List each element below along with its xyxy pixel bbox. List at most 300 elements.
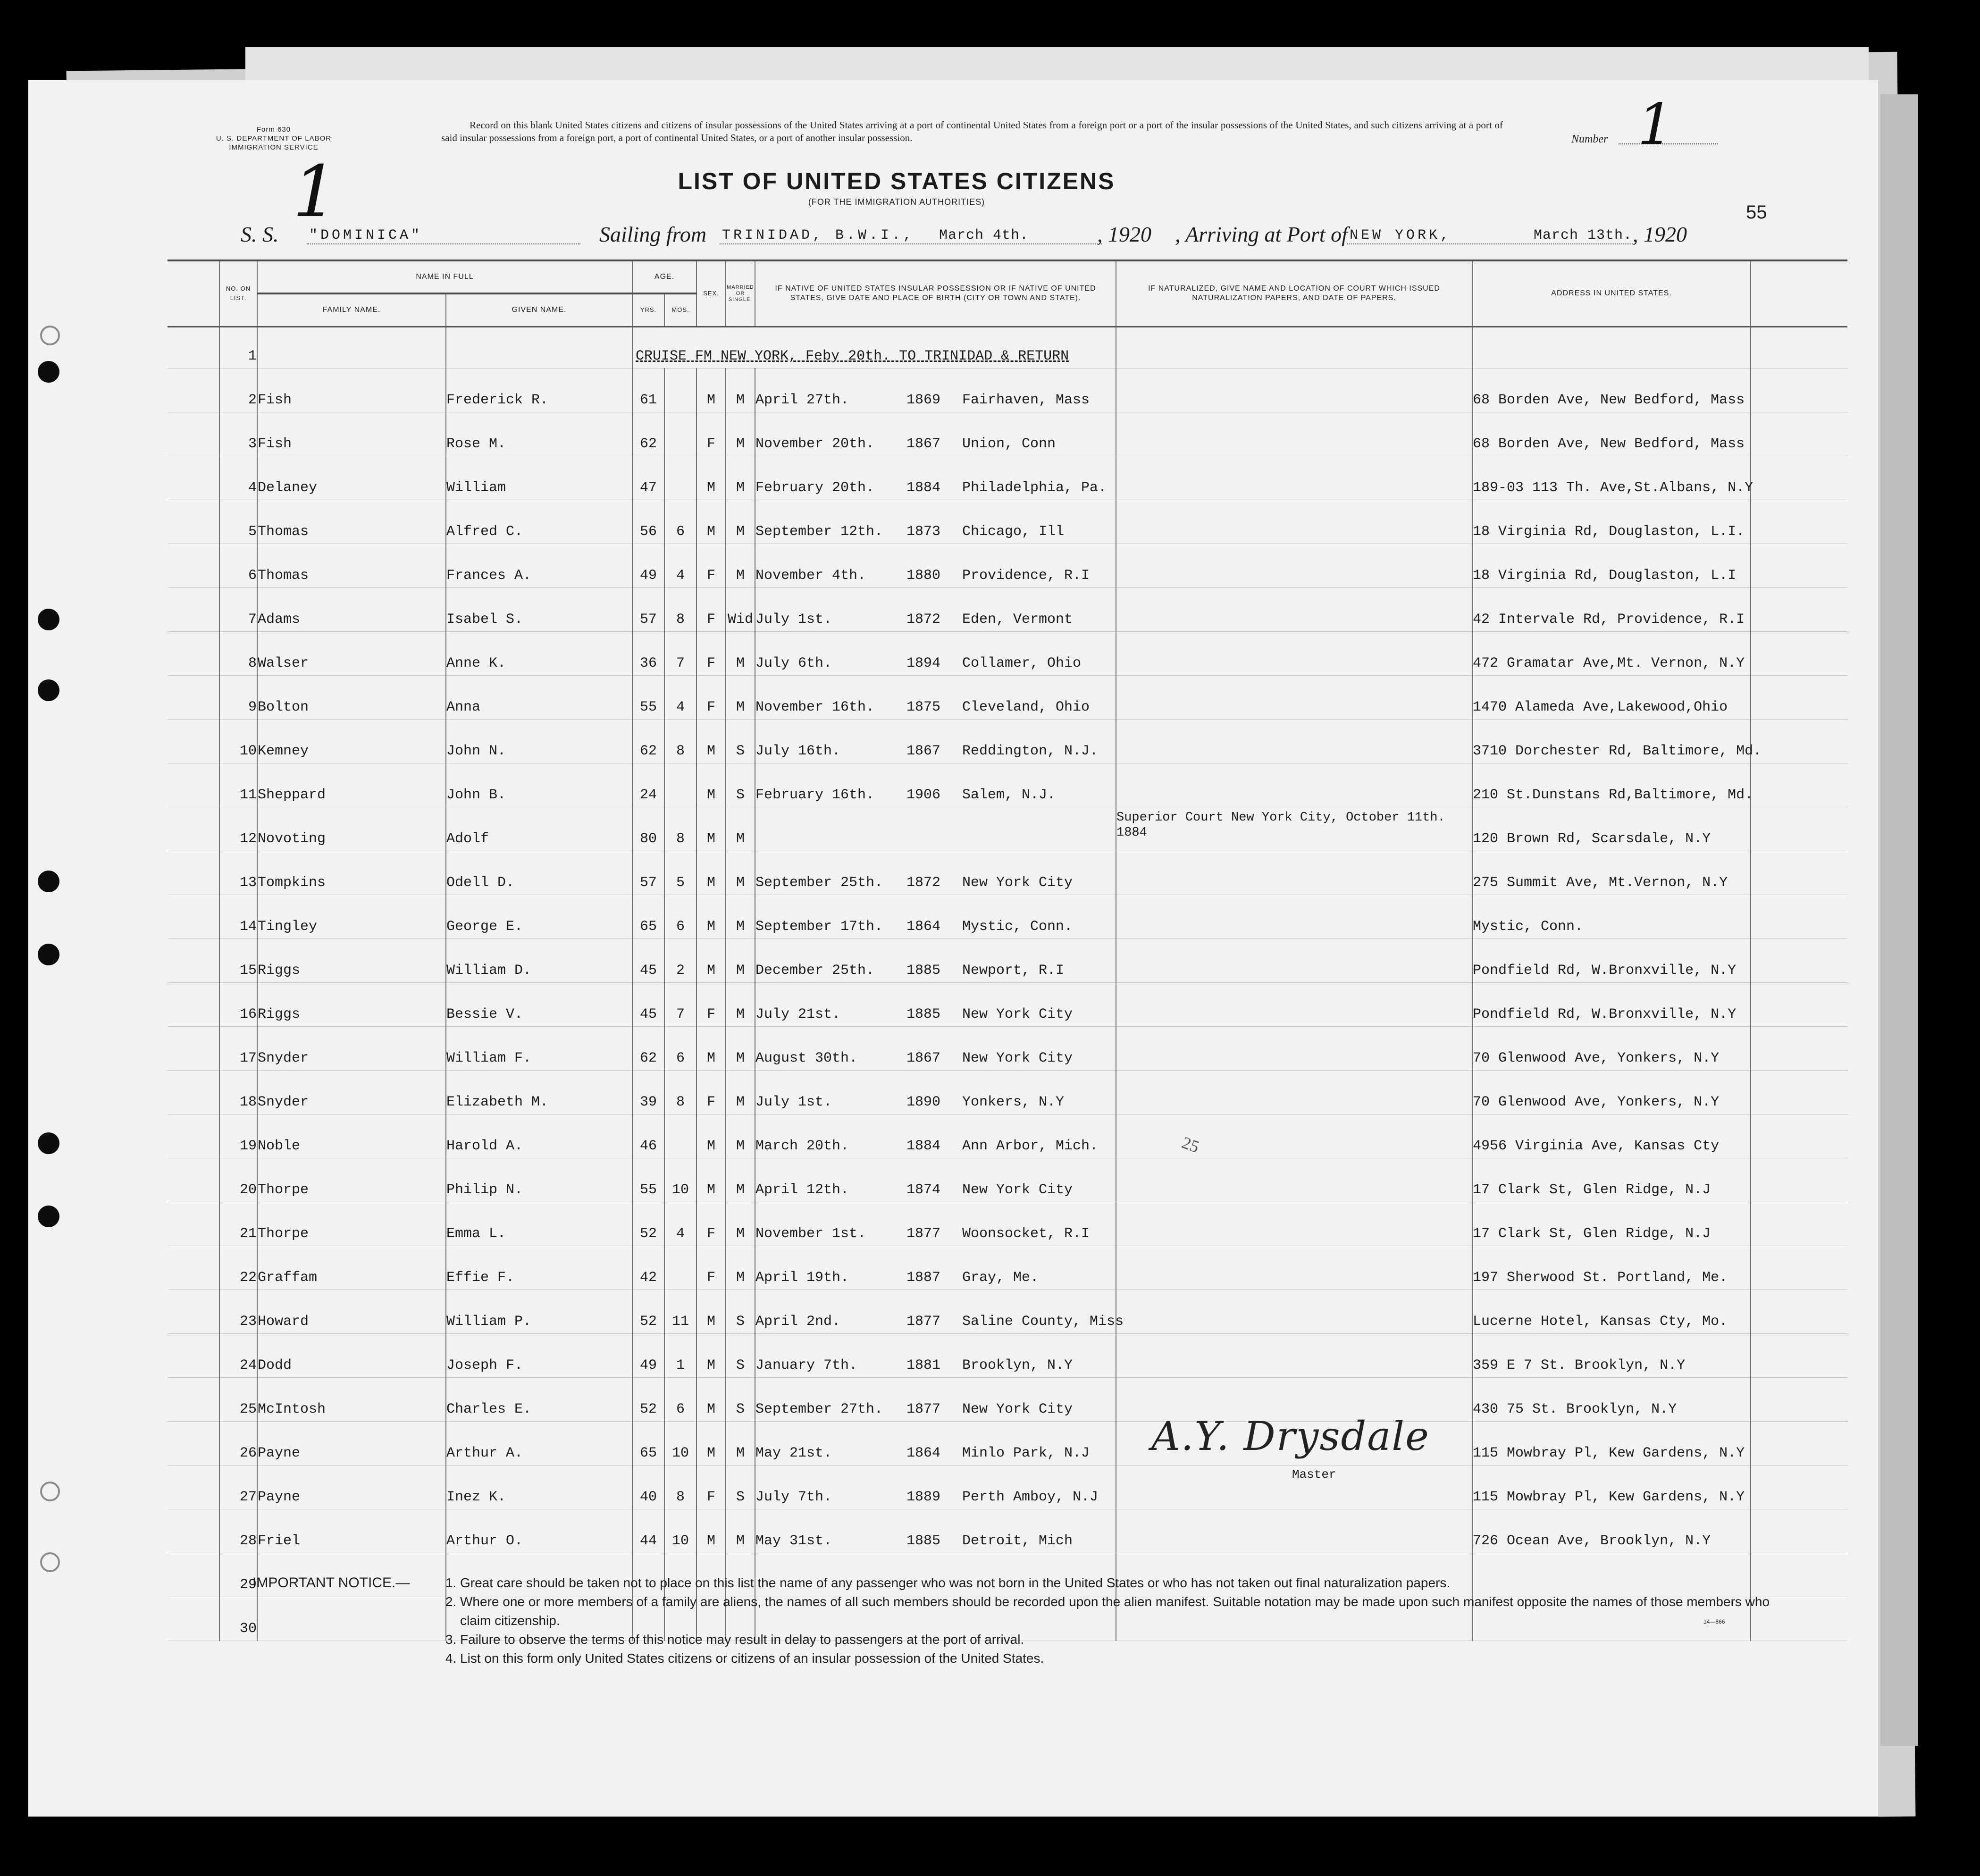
birthplace bbox=[755, 1070, 1116, 1114]
address: 189-03 113 Th. Ave,St.Albans, N.Y bbox=[1472, 456, 1751, 500]
col-married: MARRIED OR SINGLE. bbox=[726, 260, 755, 327]
birth-month: April 12th. bbox=[755, 1181, 849, 1198]
row-margin bbox=[168, 982, 219, 1026]
age-months: 6 bbox=[664, 500, 696, 544]
given-name: Emma L. bbox=[446, 1202, 632, 1246]
birthplace bbox=[755, 1158, 1116, 1202]
address: 275 Summit Ave, Mt.Vernon, N.Y bbox=[1472, 851, 1751, 895]
birth-place: Minlo Park, N.J bbox=[962, 1445, 1090, 1461]
family-name: Tingley bbox=[257, 895, 446, 938]
sex: M bbox=[696, 456, 726, 500]
naturalization bbox=[1116, 938, 1472, 982]
marital-status: M bbox=[726, 1158, 755, 1202]
table-row bbox=[168, 851, 1847, 895]
birth-month: July 6th. bbox=[755, 655, 832, 671]
birth-month: May 31st. bbox=[755, 1533, 832, 1549]
naturalization bbox=[1116, 1070, 1472, 1114]
age-years: 24 bbox=[632, 763, 664, 807]
birthplace bbox=[755, 851, 1116, 895]
address: 42 Intervale Rd, Providence, R.I bbox=[1472, 587, 1751, 631]
family-name: Payne bbox=[257, 1421, 446, 1465]
birth-year: 1877 bbox=[906, 1401, 941, 1417]
birth-place: Detroit, Mich bbox=[962, 1533, 1073, 1549]
birthplace bbox=[755, 675, 1116, 719]
birthplace bbox=[755, 1377, 1116, 1421]
age-years: 55 bbox=[632, 675, 664, 719]
family-name: Howard bbox=[257, 1290, 446, 1333]
row-extra bbox=[1751, 544, 1847, 587]
address: Lucerne Hotel, Kansas Cty, Mo. bbox=[1472, 1290, 1751, 1333]
row-number: 10 bbox=[219, 719, 257, 763]
birth-year: 1877 bbox=[906, 1313, 941, 1330]
binder-hole bbox=[38, 1206, 59, 1227]
table-row bbox=[168, 500, 1847, 544]
scan-border bbox=[28, 1817, 1878, 1876]
list-number: 1 bbox=[1637, 92, 1674, 158]
birthplace bbox=[755, 544, 1116, 587]
marital-status: S bbox=[726, 1377, 755, 1421]
family-name: Adams bbox=[257, 587, 446, 631]
col-extra bbox=[1751, 260, 1847, 327]
birth-year: 1875 bbox=[906, 699, 941, 715]
address: 18 Virginia Rd, Douglaston, L.I. bbox=[1472, 500, 1751, 544]
row-margin bbox=[168, 587, 219, 631]
row-margin bbox=[168, 1465, 219, 1509]
age-years: 45 bbox=[632, 982, 664, 1026]
row-margin bbox=[168, 1597, 219, 1641]
row-extra bbox=[1751, 1465, 1847, 1509]
birth-year: 1872 bbox=[906, 874, 941, 891]
birth-year: 1906 bbox=[906, 787, 941, 803]
age-years: 52 bbox=[632, 1290, 664, 1333]
family-name: Friel bbox=[257, 1509, 446, 1553]
birth-place: Gray, Me. bbox=[962, 1269, 1039, 1286]
birthplace bbox=[755, 456, 1116, 500]
birthplace bbox=[755, 1114, 1116, 1158]
marital-status: M bbox=[726, 675, 755, 719]
birth-place: New York City bbox=[962, 1050, 1073, 1066]
age-years: 52 bbox=[632, 1377, 664, 1421]
row-extra bbox=[1751, 327, 1847, 368]
age-months: 8 bbox=[664, 1465, 696, 1509]
col-given-name: GIVEN NAME. bbox=[446, 293, 632, 327]
ss-label: S. S. bbox=[241, 222, 279, 246]
family-name: Riggs bbox=[257, 982, 446, 1026]
row-extra bbox=[1751, 1333, 1847, 1377]
age-months: 8 bbox=[664, 719, 696, 763]
birth-year: 1872 bbox=[906, 611, 941, 628]
row-extra bbox=[1751, 412, 1847, 456]
naturalization bbox=[1116, 327, 1472, 368]
age-months: 4 bbox=[664, 544, 696, 587]
naturalization bbox=[1116, 587, 1472, 631]
row-margin bbox=[168, 1333, 219, 1377]
birth-place: Providence, R.I bbox=[962, 567, 1090, 584]
sex: M bbox=[696, 1509, 726, 1553]
row-number: 25 bbox=[219, 1377, 257, 1421]
family-name: Thomas bbox=[257, 544, 446, 587]
given-name: Rose M. bbox=[446, 412, 632, 456]
family-name: Kemney bbox=[257, 719, 446, 763]
address: 115 Mowbray Pl, Kew Gardens, N.Y bbox=[1472, 1465, 1751, 1509]
address: 17 Clark St, Glen Ridge, N.J bbox=[1472, 1202, 1751, 1246]
col-sex: SEX. bbox=[696, 260, 726, 327]
birth-month: August 30th. bbox=[755, 1050, 858, 1066]
row-number: 1 bbox=[219, 327, 257, 368]
notice-item: 1. Great care should be taken not to place on this list the name of any passenger who was not born in the United States or who has not taken out final naturalization papers. bbox=[460, 1574, 1772, 1592]
stamp-number: 25 bbox=[1179, 1133, 1202, 1156]
age-months bbox=[664, 1246, 696, 1290]
address: Pondfield Rd, W.Bronxville, N.Y bbox=[1472, 982, 1751, 1026]
birth-place: Newport, R.I bbox=[962, 962, 1065, 979]
marital-status: M bbox=[726, 807, 755, 851]
row-extra bbox=[1751, 1421, 1847, 1465]
age-months: 11 bbox=[664, 1290, 696, 1333]
given-name: William D. bbox=[446, 938, 632, 982]
address: 68 Borden Ave, New Bedford, Mass bbox=[1472, 412, 1751, 456]
birth-year: 1881 bbox=[906, 1357, 941, 1374]
sex: F bbox=[696, 1202, 726, 1246]
birth-place: Eden, Vermont bbox=[962, 611, 1073, 628]
sex: M bbox=[696, 500, 726, 544]
family-name: Snyder bbox=[257, 1070, 446, 1114]
birth-month: February 20th. bbox=[755, 479, 875, 496]
birthplace bbox=[755, 587, 1116, 631]
birth-year: 1885 bbox=[906, 962, 941, 979]
row-extra bbox=[1751, 807, 1847, 851]
age-months bbox=[664, 412, 696, 456]
birth-month: September 25th. bbox=[755, 874, 883, 891]
family-name: Riggs bbox=[257, 938, 446, 982]
row-extra bbox=[1751, 500, 1847, 544]
age-months bbox=[664, 456, 696, 500]
birth-place: New York City bbox=[962, 1181, 1073, 1198]
age-months: 7 bbox=[664, 631, 696, 675]
sex: M bbox=[696, 1377, 726, 1421]
naturalization bbox=[1116, 456, 1472, 500]
marital-status: Wid bbox=[726, 587, 755, 631]
naturalization bbox=[1116, 1290, 1472, 1333]
table-row bbox=[168, 719, 1847, 763]
birth-year: 1874 bbox=[906, 1181, 941, 1198]
sex: M bbox=[696, 1026, 726, 1070]
form-code: 14—866 bbox=[1703, 1618, 1725, 1625]
naturalization bbox=[1116, 675, 1472, 719]
birthplace bbox=[755, 500, 1116, 544]
family-name: Delaney bbox=[257, 456, 446, 500]
marital-status: M bbox=[726, 368, 755, 412]
naturalization bbox=[1116, 719, 1472, 763]
birthplace bbox=[755, 1421, 1116, 1465]
birthplace bbox=[755, 1202, 1116, 1246]
family-name: Sheppard bbox=[257, 763, 446, 807]
age-years: 42 bbox=[632, 1246, 664, 1290]
row-number: 7 bbox=[219, 587, 257, 631]
address: 726 Ocean Ave, Brooklyn, N.Y bbox=[1472, 1509, 1751, 1553]
row-extra bbox=[1751, 982, 1847, 1026]
age-years: 36 bbox=[632, 631, 664, 675]
birth-month: April 27th. bbox=[755, 392, 849, 408]
col-address: ADDRESS IN UNITED STATES. bbox=[1472, 260, 1751, 327]
binder-hole bbox=[38, 1132, 59, 1154]
row-number: 26 bbox=[219, 1421, 257, 1465]
table-row bbox=[168, 1202, 1847, 1246]
sex: F bbox=[696, 412, 726, 456]
notice-item: 4. List on this form only United States citizens or citizens of an insular possession of the United States. bbox=[460, 1649, 1772, 1668]
birth-place: Collamer, Ohio bbox=[962, 655, 1082, 671]
row-margin bbox=[168, 1026, 219, 1070]
address: 68 Borden Ave, New Bedford, Mass bbox=[1472, 368, 1751, 412]
marital-status: M bbox=[726, 851, 755, 895]
given-name bbox=[446, 327, 632, 368]
birth-place: Perth Amboy, N.J bbox=[962, 1489, 1099, 1505]
row-number: 23 bbox=[219, 1290, 257, 1333]
marital-status: M bbox=[726, 982, 755, 1026]
row-extra bbox=[1751, 895, 1847, 938]
row-number: 27 bbox=[219, 1465, 257, 1509]
birth-year: 1887 bbox=[906, 1269, 941, 1286]
table-row bbox=[168, 1026, 1847, 1070]
row-margin bbox=[168, 1246, 219, 1290]
row-number: 17 bbox=[219, 1026, 257, 1070]
table-row bbox=[168, 412, 1847, 456]
marital-status: M bbox=[726, 631, 755, 675]
naturalization bbox=[1116, 631, 1472, 675]
naturalization bbox=[1116, 412, 1472, 456]
age-months bbox=[664, 368, 696, 412]
sex: M bbox=[696, 1290, 726, 1333]
birth-month: April 2nd. bbox=[755, 1313, 841, 1330]
table-row bbox=[168, 1509, 1847, 1553]
birthplace bbox=[755, 368, 1116, 412]
row-extra bbox=[1751, 631, 1847, 675]
row-margin bbox=[168, 412, 219, 456]
birth-month: January 7th. bbox=[755, 1357, 858, 1374]
given-name: Alfred C. bbox=[446, 500, 632, 544]
age-years: 61 bbox=[632, 368, 664, 412]
given-name: William P. bbox=[446, 1290, 632, 1333]
age-years: 49 bbox=[632, 544, 664, 587]
sex: M bbox=[696, 895, 726, 938]
marital-status: M bbox=[726, 1202, 755, 1246]
arrival-port-line bbox=[1347, 243, 1635, 244]
address: 70 Glenwood Ave, Yonkers, N.Y bbox=[1472, 1026, 1751, 1070]
row-number: 13 bbox=[219, 851, 257, 895]
address: 197 Sherwood St. Portland, Me. bbox=[1472, 1246, 1751, 1290]
address: 17 Clark St, Glen Ridge, N.J bbox=[1472, 1158, 1751, 1202]
marital-status: M bbox=[726, 1421, 755, 1465]
col-birthplace: IF NATIVE OF UNITED STATES INSULAR POSSESSION OR IF NATIVE OF UNITED STATES, GIVE DATE AND PLACE OF BIRTH (CITY OR TOWN AND STATE). bbox=[755, 260, 1116, 327]
marital-status: S bbox=[726, 1465, 755, 1509]
address: 4956 Virginia Ave, Kansas Cty bbox=[1472, 1114, 1751, 1158]
row-number: 8 bbox=[219, 631, 257, 675]
address: 18 Virginia Rd, Douglaston, L.I bbox=[1472, 544, 1751, 587]
address: 210 St.Dunstans Rd,Baltimore, Md. bbox=[1472, 763, 1751, 807]
given-name: Philip N. bbox=[446, 1158, 632, 1202]
birth-place: Yonkers, N.Y bbox=[962, 1094, 1065, 1110]
row-margin bbox=[168, 1377, 219, 1421]
family-name: Dodd bbox=[257, 1333, 446, 1377]
given-name: Charles E. bbox=[446, 1377, 632, 1421]
given-name: Arthur O. bbox=[446, 1509, 632, 1553]
row-margin bbox=[168, 851, 219, 895]
sex: M bbox=[696, 368, 726, 412]
table-row bbox=[168, 895, 1847, 938]
sailing-label: Sailing from bbox=[599, 222, 707, 246]
master-title: Master bbox=[1292, 1467, 1336, 1482]
page-number: 55 bbox=[1746, 202, 1767, 223]
from-port-line bbox=[720, 243, 1102, 244]
age-months: 8 bbox=[664, 587, 696, 631]
given-name: Frances A. bbox=[446, 544, 632, 587]
row-margin bbox=[168, 938, 219, 982]
binder-hole bbox=[38, 609, 59, 630]
birth-year: 1877 bbox=[906, 1225, 941, 1242]
birthplace bbox=[755, 1290, 1124, 1333]
birth-place: Union, Conn bbox=[962, 436, 1056, 452]
given-name: Effie F. bbox=[446, 1246, 632, 1290]
col-margin bbox=[168, 260, 219, 327]
age-years: 65 bbox=[632, 895, 664, 938]
given-name: George E. bbox=[446, 895, 632, 938]
address: 115 Mowbray Pl, Kew Gardens, N.Y bbox=[1472, 1421, 1751, 1465]
sex: F bbox=[696, 631, 726, 675]
ship-name: "DOMINICA" bbox=[309, 227, 423, 243]
age-months: 6 bbox=[664, 895, 696, 938]
sex: M bbox=[696, 1114, 726, 1158]
table-row bbox=[168, 1070, 1847, 1114]
birth-place: Ann Arbor, Mich. bbox=[962, 1138, 1099, 1154]
naturalization bbox=[1116, 1114, 1472, 1158]
row-margin bbox=[168, 895, 219, 938]
birth-month: November 16th. bbox=[755, 699, 875, 715]
naturalization bbox=[1116, 1509, 1472, 1553]
row-margin bbox=[168, 368, 219, 412]
table-row bbox=[168, 1158, 1847, 1202]
page-title: LIST OF UNITED STATES CITIZENS bbox=[678, 168, 1116, 194]
row-number: 14 bbox=[219, 895, 257, 938]
table-row bbox=[168, 938, 1847, 982]
birth-month: September 27th. bbox=[755, 1401, 883, 1417]
age-years: 45 bbox=[632, 938, 664, 982]
important-notice bbox=[252, 1574, 1772, 1668]
birthplace bbox=[755, 807, 1116, 851]
age-months: 4 bbox=[664, 1202, 696, 1246]
row-extra bbox=[1751, 368, 1847, 412]
marital-status: M bbox=[726, 412, 755, 456]
naturalization bbox=[1116, 500, 1472, 544]
family-name: Tompkins bbox=[257, 851, 446, 895]
family-name: Novoting bbox=[257, 807, 446, 851]
given-name: Bessie V. bbox=[446, 982, 632, 1026]
marital-status: M bbox=[726, 544, 755, 587]
age-months: 6 bbox=[664, 1026, 696, 1070]
row-margin bbox=[168, 719, 219, 763]
row-number: 22 bbox=[219, 1246, 257, 1290]
age-years: 40 bbox=[632, 1465, 664, 1509]
row-number: 18 bbox=[219, 1070, 257, 1114]
marital-status: M bbox=[726, 1026, 755, 1070]
birthplace bbox=[755, 763, 1116, 807]
birth-year: 1884 bbox=[906, 1138, 941, 1154]
given-name: Anne K. bbox=[446, 631, 632, 675]
naturalization bbox=[1116, 1202, 1472, 1246]
notice-item: 2. Where one or more members of a family are aliens, the names of all such members should be recorded upon the alien manifest. Suitable notation may be made upon such manifest opposite the names of those members who claim citizenship. bbox=[460, 1592, 1772, 1630]
given-name: John N. bbox=[446, 719, 632, 763]
sex: F bbox=[696, 587, 726, 631]
given-name: William bbox=[446, 456, 632, 500]
table-row bbox=[168, 1290, 1847, 1333]
row-margin bbox=[168, 1070, 219, 1114]
family-name: Bolton bbox=[257, 675, 446, 719]
sex: M bbox=[696, 938, 726, 982]
sail-date: March 4th. bbox=[939, 227, 1029, 243]
marital-status: M bbox=[726, 938, 755, 982]
birth-place: Saline County, Miss bbox=[962, 1313, 1124, 1330]
row-number: 4 bbox=[219, 456, 257, 500]
marital-status: M bbox=[726, 895, 755, 938]
cruise-note: CRUISE FM NEW YORK, Feby 20th. TO TRINIDAD & RETURN bbox=[632, 327, 1116, 368]
marital-status: M bbox=[726, 1246, 755, 1290]
row-number: 19 bbox=[219, 1114, 257, 1158]
row-extra bbox=[1751, 763, 1847, 807]
row-number: 16 bbox=[219, 982, 257, 1026]
table-row bbox=[168, 982, 1847, 1026]
row-extra bbox=[1751, 938, 1847, 982]
birth-month: November 20th. bbox=[755, 436, 875, 452]
birth-month: September 12th. bbox=[755, 523, 883, 540]
row-extra bbox=[1751, 1070, 1847, 1114]
binder-hole bbox=[38, 679, 59, 701]
birth-year: 1889 bbox=[906, 1489, 941, 1505]
birth-month: May 21st. bbox=[755, 1445, 832, 1461]
family-name: Thomas bbox=[257, 500, 446, 544]
row-number: 15 bbox=[219, 938, 257, 982]
marital-status: M bbox=[726, 1114, 755, 1158]
row-margin bbox=[168, 1202, 219, 1246]
row-number: 9 bbox=[219, 675, 257, 719]
col-age: AGE. bbox=[632, 260, 696, 293]
row-extra bbox=[1751, 1158, 1847, 1202]
sex: M bbox=[696, 1421, 726, 1465]
row-extra bbox=[1751, 1202, 1847, 1246]
age-years: 47 bbox=[632, 456, 664, 500]
birth-place: New York City bbox=[962, 874, 1073, 891]
given-name: William F. bbox=[446, 1026, 632, 1070]
row-number: 3 bbox=[219, 412, 257, 456]
page-subtitle: (FOR THE IMMIGRATION AUTHORITIES) bbox=[808, 197, 985, 207]
naturalization bbox=[1116, 763, 1472, 807]
row-number: 5 bbox=[219, 500, 257, 544]
birthplace bbox=[755, 1465, 1116, 1509]
col-naturalized: IF NATURALIZED, GIVE NAME AND LOCATION OF COURT WHICH ISSUED NATURALIZATION PAPERS, AND DATE OF PAPERS. bbox=[1116, 260, 1472, 327]
sex: F bbox=[696, 544, 726, 587]
birth-place: Salem, N.J. bbox=[962, 787, 1056, 803]
row-margin bbox=[168, 1421, 219, 1465]
birth-month: July 21st. bbox=[755, 1006, 841, 1022]
age-years: 80 bbox=[632, 807, 664, 851]
row-number: 29 bbox=[219, 1553, 257, 1597]
row-margin bbox=[168, 1290, 219, 1333]
age-months: 10 bbox=[664, 1421, 696, 1465]
family-name: Payne bbox=[257, 1465, 446, 1509]
page-edge-tab bbox=[1880, 94, 1918, 1746]
table-row bbox=[168, 587, 1847, 631]
table-row bbox=[168, 456, 1847, 500]
age-months: 10 bbox=[664, 1158, 696, 1202]
row-extra bbox=[1751, 1509, 1847, 1553]
row-extra bbox=[1751, 719, 1847, 763]
